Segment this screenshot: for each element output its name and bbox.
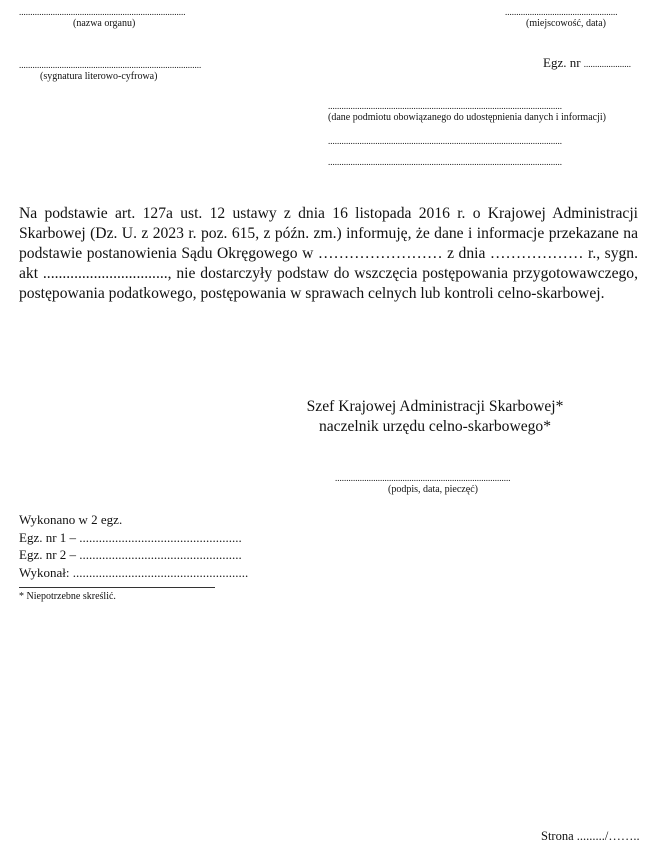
recipient-line-2: ........................................................................................................ [328, 136, 562, 146]
executed-by-line: Wykonał: ...................................................... [19, 564, 249, 580]
recipient-label: (dane podmiotu obowiązanego do udostępnienia danych i informacji) [328, 112, 606, 123]
place-date-label: (miejscowość, data) [526, 18, 606, 29]
copy-2-line: Egz. nr 2 – .................................................. [19, 547, 242, 562]
body-paragraph: Na podstawie art. 127a ust. 12 ustawy z dnia 16 listopada 2016 r. o Krajowej Administracji Skarbowej (Dz. U. z 2023 r. poz. 615, z późn. zm.) informuję, że dane i informacje przekazane na podstawie postanowienia Sądu Okręgowego w …………………… z dnia ……………… r., sygn. akt ................................, nie dostarczyły podstaw do wszczęcia postępowania przygotowawczego, postępowania podatkowego, postępowania w sprawach celnych lub kontroli celno-skarbowej. [19, 205, 638, 302]
footnote: * Niepotrzebne skreślić. [19, 591, 116, 602]
copy-number [543, 55, 631, 70]
signatory-office: naczelnik urzędu celno-skarbowego* [318, 418, 552, 435]
signatory-block [240, 397, 630, 437]
copy-1-line: Egz. nr 1 – .................................................. [19, 529, 242, 545]
organ-dots: .......................................................................... [19, 7, 186, 17]
copy-number-dots: ..................... [583, 59, 632, 69]
place-date-dots: .................................................. [505, 7, 618, 17]
sign-dots: .............................................................................. [335, 473, 511, 483]
recipient-line-3: ........................................................................................................ [328, 157, 562, 167]
signature-code-label: (sygnatura literowo-cyfrowa) [40, 71, 158, 82]
organ-label: (nazwa organu) [73, 18, 136, 29]
signatory-title: Szef Krajowej Administracji Skarbowej* [306, 398, 564, 415]
sign-label: (podpis, data, pieczęć) [388, 484, 478, 495]
page-number: Strona ........./…….. [541, 829, 640, 843]
copy-number-label: Egz. nr [543, 55, 581, 70]
footnote-rule [19, 587, 215, 588]
signature-code-dots: ................................................................................. [19, 60, 202, 70]
recipient-line-1: ........................................................................................................ [328, 101, 562, 111]
copies-made: Wykonano w 2 egz. [19, 512, 123, 527]
copies-block [19, 511, 248, 581]
